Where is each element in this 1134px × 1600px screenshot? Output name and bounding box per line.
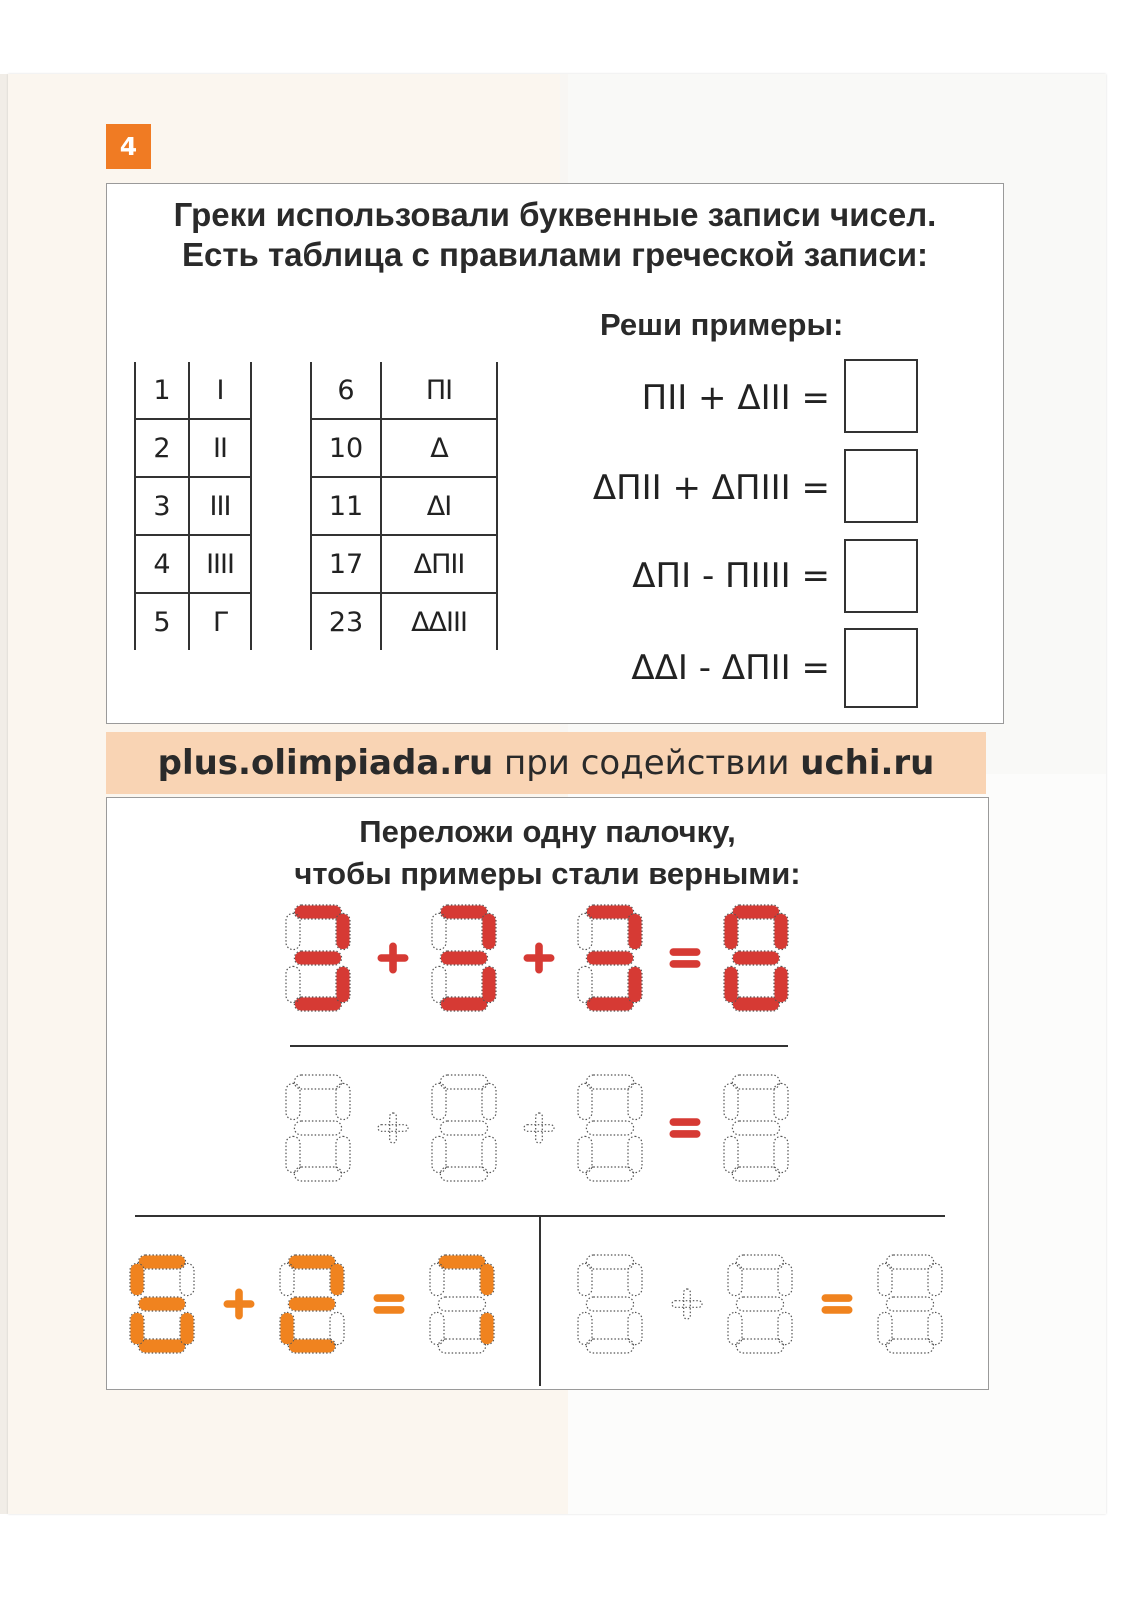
task-number-badge: 4 [106, 124, 151, 169]
matchstick-slot [286, 1136, 300, 1172]
matchstick-slot [724, 1083, 738, 1119]
matchstick-slot [724, 1136, 738, 1172]
matchstick-slot [432, 966, 446, 1002]
table-cell-symbol: Ι [189, 362, 251, 419]
equals-matchstick [822, 1295, 852, 1302]
matchstick [289, 1298, 334, 1310]
tasks-title: Реши примеры: [600, 307, 844, 342]
matchstick [483, 914, 495, 948]
table-cell-number: 1 [135, 362, 189, 419]
matchstick-heading-line-1: Переложи одну палочку, [359, 814, 736, 849]
matchstick-slot [774, 1136, 788, 1172]
table-cell-number: 4 [135, 535, 189, 593]
plus-matchstick [390, 943, 397, 973]
table-cell-number: 5 [135, 593, 189, 650]
matchstick [481, 1313, 493, 1343]
matchstick [725, 914, 737, 948]
matchstick-heading-line-2: чтобы примеры стали верными: [294, 856, 801, 891]
table-cell-number: 3 [135, 477, 189, 535]
matchstick-slot [438, 1339, 485, 1353]
matchstick-slot [736, 1255, 783, 1269]
matchstick [587, 906, 632, 918]
greek-table-left [134, 362, 252, 650]
table-cell-symbol: ΔΔΙΙΙ [381, 593, 497, 650]
answer-box-1[interactable] [844, 359, 918, 433]
matchstick [337, 914, 349, 948]
matchstick-slot [578, 1083, 592, 1119]
banner-middle-text: при содействии [503, 743, 790, 783]
matchstick [481, 1264, 493, 1294]
plus-matchstick [236, 1289, 243, 1319]
matchstick-slot [578, 1136, 592, 1172]
matchstick [733, 998, 778, 1010]
matchstick [295, 906, 340, 918]
answer-box-2[interactable] [844, 449, 918, 523]
equals-matchstick [822, 1307, 852, 1314]
matchstick-slot [886, 1339, 933, 1353]
matchstick-slot [336, 1136, 350, 1172]
equals-matchstick [374, 1307, 404, 1314]
plus-matchstick [536, 943, 543, 973]
table-cell-number: 6 [311, 362, 381, 419]
table-cell-number: 23 [311, 593, 381, 650]
matchstick-slot [336, 1083, 350, 1119]
heading-line-2: Есть таблица с правилами греческой записи: [182, 236, 928, 273]
matchstick-slot [928, 1263, 942, 1295]
table-cell-symbol: ΠΙ [381, 362, 497, 419]
greek-table-right [310, 362, 498, 650]
plus-matchstick [390, 1113, 397, 1143]
matchstick-slot [732, 1167, 779, 1181]
matchstick-slot [578, 966, 592, 1002]
matchstick-slot [294, 1075, 341, 1089]
table-cell-symbol: ΔΙ [381, 477, 497, 535]
equals-matchstick [670, 1119, 700, 1126]
matchstick-slot [330, 1312, 344, 1344]
matchstick-slot [586, 1075, 633, 1089]
matchstick-slot [728, 1312, 742, 1344]
matchstick-slot [732, 1121, 779, 1135]
table-row [135, 362, 251, 419]
divider-line [539, 1216, 541, 1386]
table-row [311, 477, 497, 535]
matchstick [131, 1313, 143, 1343]
matchstick-slot [286, 1083, 300, 1119]
matchstick-slot [586, 1167, 633, 1181]
matchstick [289, 1256, 334, 1268]
equation-row [540, 378, 830, 422]
table-cell-number: 2 [135, 419, 189, 477]
matchstick [483, 967, 495, 1001]
matchstick-slot [440, 1167, 487, 1181]
equation-row [540, 648, 830, 692]
matchstick-slot [778, 1312, 792, 1344]
matchstick-slot [628, 1312, 642, 1344]
matchstick-slot [432, 1083, 446, 1119]
puzzle-2-display [130, 1255, 500, 1360]
matchstick [733, 906, 778, 918]
matchstick-slot [732, 1075, 779, 1089]
equation-4: ΔΔΙ - ΔΠΙΙ = [631, 648, 830, 688]
matchstick-slot [440, 1075, 487, 1089]
table-row [135, 419, 251, 477]
matchstick-slot [586, 1255, 633, 1269]
matchstick [441, 952, 486, 964]
matchstick-slot [774, 1083, 788, 1119]
matchstick-slot [778, 1263, 792, 1295]
matchstick [295, 952, 340, 964]
matchstick-slot [628, 1136, 642, 1172]
matchstick-slot [586, 1297, 633, 1311]
matchstick [587, 998, 632, 1010]
sponsor-banner [106, 732, 986, 794]
matchstick [139, 1340, 184, 1352]
puzzle-1-answer-grid [286, 1075, 796, 1190]
table-row [311, 362, 497, 419]
matchstick [587, 952, 632, 964]
table-cell-number: 11 [311, 477, 381, 535]
matchstick-slot [586, 1121, 633, 1135]
answer-box-3[interactable] [844, 539, 918, 613]
matchstick-slot [180, 1263, 194, 1295]
matchstick-slot [628, 1083, 642, 1119]
matchstick [775, 914, 787, 948]
table-cell-symbol: ΙΙΙΙ [189, 535, 251, 593]
matchstick-slot [482, 1136, 496, 1172]
table-row [135, 535, 251, 593]
plus-matchstick [524, 1125, 554, 1132]
matchstick [139, 1256, 184, 1268]
answer-box-4[interactable] [844, 628, 918, 708]
matchstick [295, 998, 340, 1010]
equals-matchstick [670, 961, 700, 968]
plus-matchstick [378, 1125, 408, 1132]
heading-line-1: Греки использовали буквенные записи чисел. [173, 196, 937, 233]
table-row [135, 593, 251, 650]
matchstick [331, 1264, 343, 1294]
matchstick-slot [928, 1312, 942, 1344]
table-cell-symbol: ΙΙΙ [189, 477, 251, 535]
matchstick-slot [294, 1167, 341, 1181]
matchstick [439, 1256, 484, 1268]
table-row [135, 477, 251, 535]
matchstick-slot [294, 1121, 341, 1135]
matchstick [629, 914, 641, 948]
equation-1: ΠΙΙ + ΔΙΙΙ = [641, 378, 830, 418]
matchstick [181, 1313, 193, 1343]
matchstick [775, 967, 787, 1001]
matchstick-slot [440, 1121, 487, 1135]
table-cell-symbol: Δ [381, 419, 497, 477]
matchstick [733, 952, 778, 964]
site-name: plus.olimpiada.ru [157, 743, 494, 783]
matchstick [337, 967, 349, 1001]
matchstick-slot [628, 1263, 642, 1295]
matchstick-slot [578, 913, 592, 949]
table-row [311, 535, 497, 593]
matchstick-slot [432, 913, 446, 949]
puzzle-1-solved-display [286, 905, 796, 1020]
matchstick [725, 967, 737, 1001]
table-cell-symbol: ΙΙ [189, 419, 251, 477]
matchstick-slot [886, 1297, 933, 1311]
matchstick-slot [878, 1312, 892, 1344]
matchstick [441, 906, 486, 918]
matchstick-slot [432, 1136, 446, 1172]
matchstick-slot [482, 1083, 496, 1119]
matchstick [139, 1298, 184, 1310]
matchstick-slot [736, 1339, 783, 1353]
matchstick-slot [736, 1297, 783, 1311]
equation-2: ΔΠΙΙ + ΔΠΙΙΙ = [592, 468, 830, 508]
equals-matchstick [670, 1131, 700, 1138]
matchstick [289, 1340, 334, 1352]
matchstick-slot [286, 913, 300, 949]
partner-name: uchi.ru [800, 743, 935, 783]
matchstick [131, 1264, 143, 1294]
plus-matchstick [684, 1289, 691, 1319]
divider-line [290, 1045, 788, 1047]
matchstick-slot [438, 1297, 485, 1311]
equals-matchstick [374, 1295, 404, 1302]
table-row [311, 593, 497, 650]
equation-3: ΔΠΙ - ΠΙΙΙΙ = [632, 556, 830, 596]
matchstick-slot [886, 1255, 933, 1269]
table-cell-symbol: Γ [189, 593, 251, 650]
table-cell-symbol: ΔΠΙΙ [381, 535, 497, 593]
matchstick [441, 998, 486, 1010]
matchstick [281, 1313, 293, 1343]
table-cell-number: 17 [311, 535, 381, 593]
equals-matchstick [670, 949, 700, 956]
matchstick-slot [578, 1312, 592, 1344]
equation-row [540, 556, 830, 600]
table-cell-number: 10 [311, 419, 381, 477]
plus-matchstick [672, 1301, 702, 1308]
plus-matchstick [536, 1113, 543, 1143]
table-row [311, 419, 497, 477]
matchstick [629, 967, 641, 1001]
matchstick-slot [586, 1339, 633, 1353]
matchstick-slot [430, 1312, 444, 1344]
equation-row [540, 468, 830, 512]
puzzle-2-answer-grid [578, 1255, 948, 1360]
matchstick-slot [286, 966, 300, 1002]
